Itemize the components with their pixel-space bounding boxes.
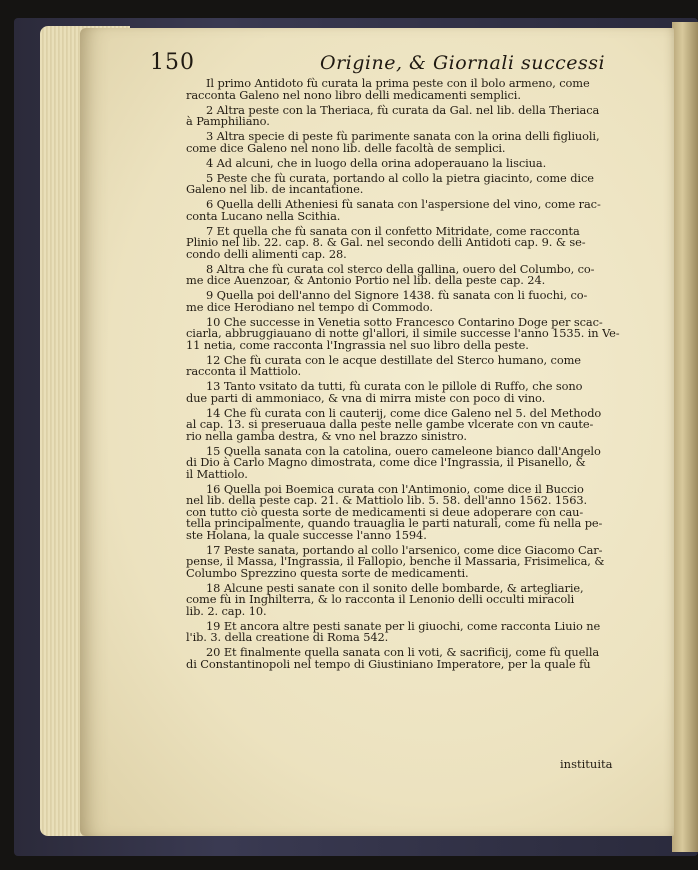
paragraph xyxy=(186,78,642,101)
page-number: 150 xyxy=(150,50,195,75)
text-line: come dice Galeno nel nono lib. delle facoltà de semplici. xyxy=(186,140,506,155)
text-line: 11 netia, come racconta l'Ingrassia nel suo libro della peste. xyxy=(186,337,529,352)
text-line: lib. 2. cap. 10. xyxy=(186,603,267,618)
text-line: racconta Galeno nel nono libro delli medicamenti semplici. xyxy=(186,87,521,102)
text-line: me dice Auenzoar, & Antonio Portio nel lib. della peste cap. 24. xyxy=(186,273,546,287)
text-line: ste Holana, la quale successe l'anno 1594. xyxy=(186,527,427,542)
text-line: racconta il Mattiolo. xyxy=(186,364,302,378)
text-line: Plinio nel lib. 22. cap. 8. & Gal. nel secondo delli Antidoti cap. 9. & se- xyxy=(186,235,586,249)
text-line: 18 Alcune pesti sanate con il sonito delle bombarde, & artegliarie, xyxy=(206,580,584,595)
running-title: Origine, & Giornali successi xyxy=(320,52,606,74)
text-line: me dice Herodiano nel tempo di Commodo. xyxy=(186,299,433,314)
text-line: 12 Che fù curata con le acque destillate del Sterco humano, come xyxy=(206,352,581,367)
text-line: con tutto ciò questa sorte de medicamenti si deue adoperare con cau- xyxy=(186,504,584,519)
paragraph xyxy=(186,102,642,128)
text-line: 9 Quella poi dell'anno del Signore 1438. fù sanata con li fuochi, co- xyxy=(206,288,588,302)
paragraph xyxy=(186,314,642,352)
text-line: nel lib. della peste cap. 21. & Mattiolo lib. 5. 58. dell'anno 1562. 1563. xyxy=(186,493,588,507)
text-line: 15 Quella sanata con la catolina, ouero cameleone bianco dall'Angelo xyxy=(206,443,601,458)
text-line: Il primo Antidoto fù curata la prima peste con il bolo armeno, come xyxy=(206,76,590,90)
catchword: instituita xyxy=(560,757,613,771)
paragraph xyxy=(186,170,642,196)
paragraph xyxy=(186,443,642,481)
paragraph xyxy=(186,131,642,154)
text-line: 20 Et finalmente quella sanata con li voti, & sacrificij, come fù quella xyxy=(206,645,600,659)
text-line: 8 Altra che fù curata col sterco della gallina, ouero del Columbo, co- xyxy=(206,261,595,276)
paragraph xyxy=(186,618,642,644)
facing-page-edge xyxy=(672,22,698,852)
paragraph xyxy=(186,199,642,222)
text-line: 17 Peste sanata, portando al collo l'arsenico, come dice Giacomo Car- xyxy=(206,542,603,557)
text-line: 10 Che successe in Venetia sotto Francesco Contarino Doge per scac- xyxy=(206,314,603,329)
paragraph xyxy=(186,261,642,287)
text-line: Columbo Sprezzino questa sorte de medicamenti. xyxy=(186,565,469,580)
text-line: 2 Altra peste con la Theriaca, fù curata da Gal. nel lib. della Theriaca xyxy=(206,102,600,117)
paragraph xyxy=(186,580,642,618)
text-line: di Constantinopoli nel tempo di Giustiniano Imperatore, per la quale fù xyxy=(186,656,591,671)
paragraph xyxy=(186,352,642,378)
text-line: 6 Quella delli Atheniesi fù sanata con l'aspersione del vino, come rac- xyxy=(206,197,601,211)
text-line: 7 Et quella che fù sanata con il confetto Mitridate, come racconta xyxy=(206,223,580,238)
text-line: Galeno nel lib. de incantatione. xyxy=(186,182,364,196)
text-line: pense, il Massa, l'Ingrassia, il Fallopio, benche il Massaria, Frisimelica, & xyxy=(186,554,605,568)
text-line: 4 Ad alcuni, che in luogo della orina adoperauano la lisciua. xyxy=(206,155,547,170)
text-line: à Pamphiliano. xyxy=(186,114,270,128)
paragraph xyxy=(186,155,642,170)
text-line: 3 Altra specie di peste fù parimente sanata con la orina delli figliuoli, xyxy=(206,129,600,143)
text-line: tella principalmente, quando trauaglia le parti naturali, come fù nella pe- xyxy=(186,516,603,530)
text-line: come fù in Inghilterra, & lo racconta il Lenonio delli occulti miracoli xyxy=(186,592,575,606)
text-line: 14 Che fù curata con li cauterij, come dice Galeno nel 5. del Methodo xyxy=(206,405,602,420)
text-line: rio nella gamba destra, & vno nel brazzo sinistro. xyxy=(186,428,467,443)
paragraph xyxy=(186,290,642,313)
paragraph xyxy=(186,542,642,580)
text-line: ciarla, abbruggiauano di notte gl'allori, il simile successe l'anno 1535. in Ve- xyxy=(186,326,620,340)
text-line: 5 Peste che fù curata, portando al collo la pietra giacinto, come dice xyxy=(206,170,594,185)
paragraph xyxy=(186,405,642,443)
text-line: il Mattiolo. xyxy=(186,466,248,481)
paragraph xyxy=(186,481,642,542)
text-line: condo delli alimenti cap. 28. xyxy=(186,246,347,261)
text-line: 16 Quella poi Boemica curata con l'Antimonio, come dice il Buccio xyxy=(206,481,584,496)
text-line: 13 Tanto vsitato da tutti, fù curata con le pillole di Ruffo, che sono xyxy=(206,379,583,393)
text-line: 19 Et ancora altre pesti sanate per li giuochi, come racconta Liuio ne xyxy=(206,618,601,633)
paragraph xyxy=(186,223,642,261)
text-line: l'ib. 3. della creatione di Roma 542. xyxy=(186,630,389,644)
text-line: al cap. 13. si preseruaua dalla peste nelle gambe vlcerate con vn caute- xyxy=(186,417,594,431)
text-line: due parti di ammoniaco, & vna di mirra miste con poco di vino. xyxy=(186,390,546,405)
text-line: conta Lucano nella Scithia. xyxy=(186,208,341,223)
paragraph xyxy=(186,381,642,404)
body-text xyxy=(186,78,642,670)
text-line: di Dio à Carlo Magno dimostrata, come dice l'Ingrassia, il Pisanello, & xyxy=(186,455,586,469)
paragraph xyxy=(186,647,642,670)
